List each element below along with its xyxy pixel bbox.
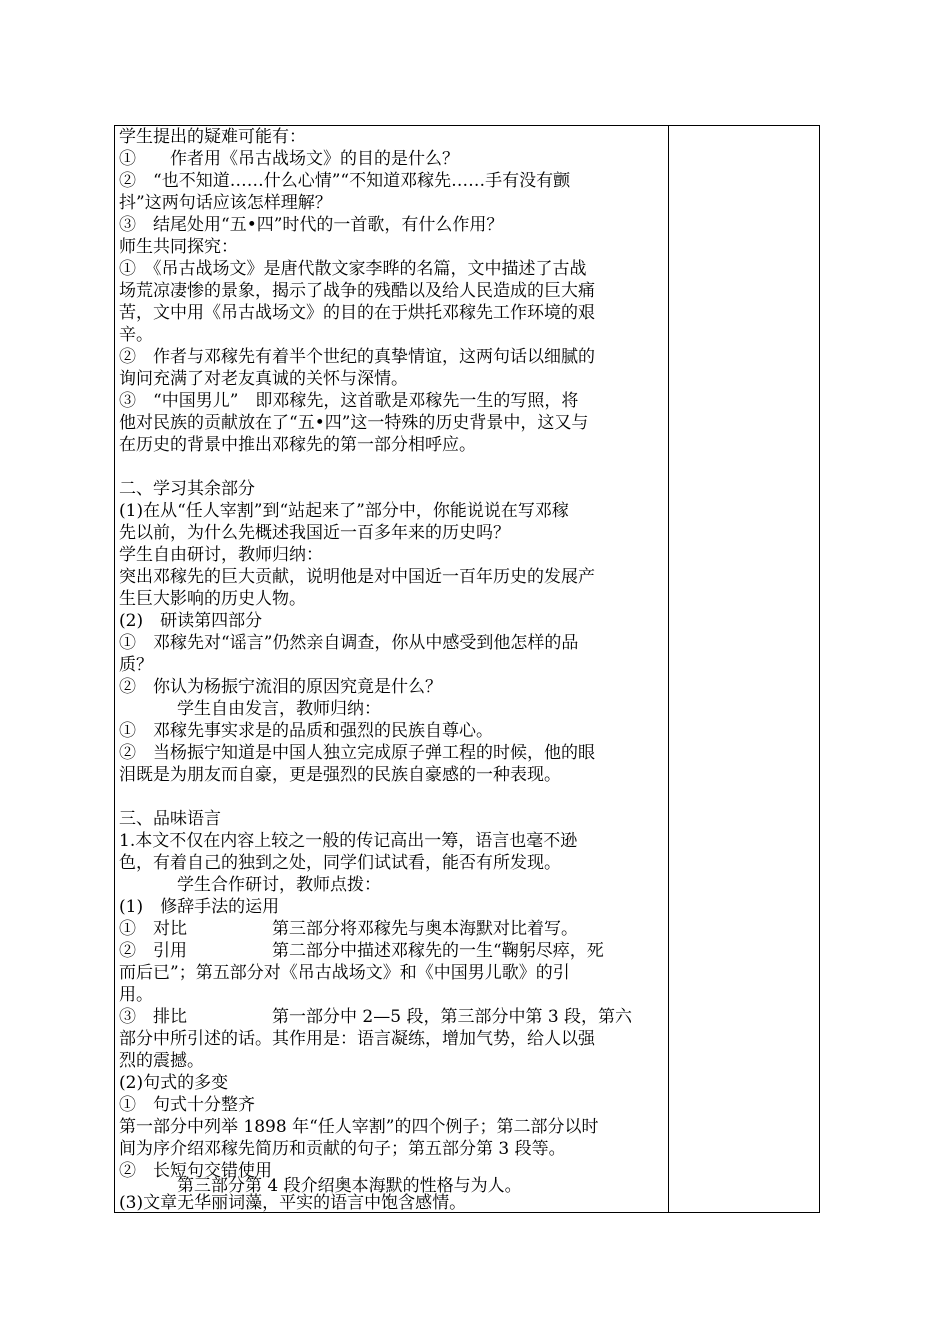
text-line: ① 邓稼先事实求是的品质和强烈的民族自尊心。 xyxy=(119,721,493,741)
text-line: ② 作者与邓稼先有着半个世纪的真挚情谊，这两句话以细腻的 xyxy=(119,347,595,367)
text-line: 先以前，为什么先概述我国近一百多年来的历史吗？ xyxy=(119,523,510,543)
text-line: 师生共同探究： xyxy=(119,237,238,257)
text-line: ③ “中国男儿” 即邓稼先，这首歌是邓稼先一生的写照，将 xyxy=(119,391,579,411)
text-line: (2)句式的多变 xyxy=(119,1073,229,1093)
text-line: 第一部分中列举 1898 年“任人宰割”的四个例子；第二部分以时 xyxy=(119,1117,599,1137)
text-line: ① 《吊古战场文》是唐代散文家李晔的名篇，文中描述了古战 xyxy=(119,259,587,279)
text-line: 在历史的背景中推出邓稼先的第一部分相呼应。 xyxy=(119,435,476,455)
text-line: 他对民族的贡献放在了“五•四”这一特殊的历史背景中，这又与 xyxy=(119,413,589,433)
text-line: 学生自由研讨，教师归纳： xyxy=(119,545,323,565)
text-line: 烈的震撼。 xyxy=(119,1051,204,1071)
text-line: 间为序介绍邓稼先简历和贡献的句子；第五部分第 3 段等。 xyxy=(119,1139,566,1159)
text-line: ② 引用 第二部分中描述邓稼先的一生“鞠躬尽瘁，死 xyxy=(119,941,604,961)
text-line: (3)文章无华丽词藻，平实的语言中饱含感情。 xyxy=(119,1193,467,1213)
text-line: 场荒凉凄惨的景象，揭示了战争的残酷以及给人民造成的巨大痛 xyxy=(119,281,595,301)
text-line: 色，有着自己的独到之处，同学们试试看，能否有所发现。 xyxy=(119,853,561,873)
text-line: ③ 排比 第一部分中 2—5 段，第三部分中第 3 段，第六 xyxy=(119,1007,633,1027)
text-line: 学生合作研讨，教师点拨： xyxy=(177,875,381,895)
text-line: 询问充满了对老友真诚的关怀与深情。 xyxy=(119,369,408,389)
text-line: ② 当杨振宁知道是中国人独立完成原子弹工程的时候，他的眼 xyxy=(119,743,595,763)
text-line: 生巨大影响的历史人物。 xyxy=(119,589,306,609)
text-line: 部分中所引述的话。其作用是：语言凝练，增加气势，给人以强 xyxy=(119,1029,595,1049)
text-line: 学生提出的疑难可能有： xyxy=(119,127,306,147)
text-line: ② 你认为杨振宁流泪的原因究竟是什么？ xyxy=(119,677,442,697)
text-line: (2) 研读第四部分 xyxy=(119,611,263,631)
text-line: 抖”这两句话应该怎样理解？ xyxy=(119,193,332,213)
text-line: 苦，文中用《吊古战场文》的目的在于烘托邓稼先工作环境的艰 xyxy=(119,303,595,323)
text-line: 而后已”；第五部分对《吊古战场文》和《中国男儿歌》的引 xyxy=(119,963,570,983)
section-heading: 三、品味语言 xyxy=(119,809,221,829)
text-line: (1)在从“任人宰割”到“站起来了”部分中，你能说说在写邓稼 xyxy=(119,501,569,521)
text-line: ③ 结尾处用“五•四”时代的一首歌，有什么作用？ xyxy=(119,215,504,235)
text-line: (1) 修辞手法的运用 xyxy=(119,897,280,917)
lesson-table xyxy=(114,125,820,1213)
text-line: 1.本文不仅在内容上较之一般的传记高出一筹，语言也毫不逊 xyxy=(119,831,578,851)
section-heading: 二、学习其余部分 xyxy=(119,479,255,499)
column-divider xyxy=(668,126,669,1212)
text-line: 第三部分第 4 段介绍奥本海默的性格与为人。 xyxy=(177,1176,522,1196)
text-line: ① 对比 第三部分将邓稼先与奥本海默对比着写。 xyxy=(119,919,578,939)
text-line: 质？ xyxy=(119,655,153,675)
text-line: ② “也不知道……什么心情”“不知道邓稼先……手有没有颤 xyxy=(119,171,571,191)
text-line: ① 作者用《吊古战场文》的目的是什么？ xyxy=(119,149,459,169)
text-line: ② 长短句交错使用 xyxy=(119,1161,272,1181)
text-line: 突出邓稼先的巨大贡献，说明他是对中国近一百年历史的发展产 xyxy=(119,567,595,587)
text-line: 辛。 xyxy=(119,325,153,345)
text-line: 用。 xyxy=(119,985,153,1005)
text-line: 泪既是为朋友而自豪，更是强烈的民族自豪感的一种表现。 xyxy=(119,765,561,785)
text-line: ① 邓稼先对“谣言”仍然亲自调查，你从中感受到他怎样的品 xyxy=(119,633,579,653)
text-line: ① 句式十分整齐 xyxy=(119,1095,255,1115)
text-line: 学生自由发言，教师归纳： xyxy=(177,699,381,719)
